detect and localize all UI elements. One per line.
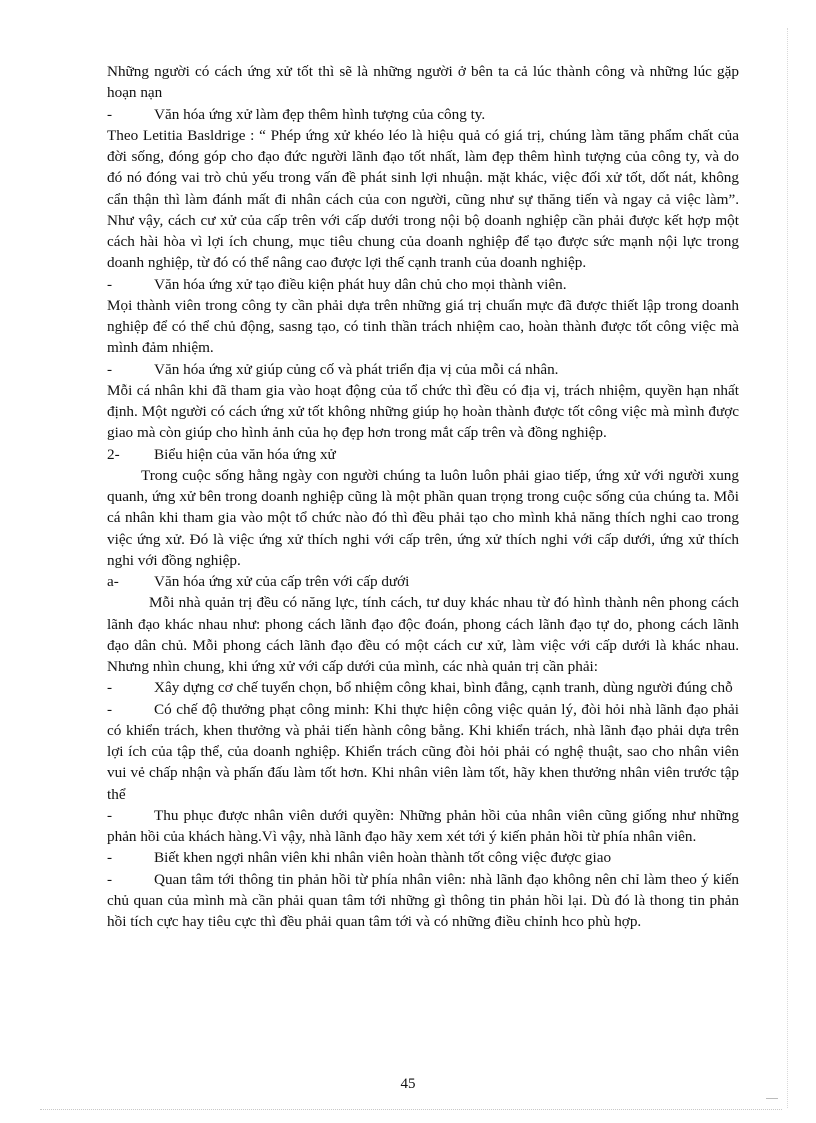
list-marker: -: [107, 275, 113, 293]
list-marker: -: [107, 700, 113, 718]
paragraph: Mỗi cá nhân khi đã tham gia vào hoạt động của tổ chức thì đều có địa vị, trách nhiệm, quyền hạn nhất định. Một người có cách ứng xử tốt không những giúp họ hoàn thành được tốt công việc mà mình được giao mà còn giúp cho hình ảnh của họ đẹp hơn trong mắt cấp trên và đồng nghiệp.: [107, 381, 739, 442]
paragraph: Trong cuộc sống hằng ngày con người chúng ta luôn luôn phải giao tiếp, ứng xử với người xung quanh, ứng xử bên trong doanh nghiệp cũng là một phần quan trọng trong cuộc sống của chúng ta. Mỗi cá nhân khi tham gia vào một tổ chức nào đó thì đều phải tạo cho mình khả năng thích nghi cao trong việc ứng xử. Đó là việc ứng xử thích nghi với cấp trên, ứng xử thích nghi với cấp dưới, ứng xử thích nghi với đồng nghiệp.: [107, 466, 739, 569]
list-marker: -: [107, 105, 113, 123]
list-item: [107, 274, 739, 295]
list-item: [107, 104, 739, 125]
section-heading: [107, 444, 739, 465]
list-item-text: Văn hóa ứng xử giúp củng cố và phát triển địa vị của mỗi cá nhân.: [154, 360, 559, 378]
list-item-text: Biết khen ngợi nhân viên khi nhân viên hoàn thành tốt công việc được giao: [154, 849, 612, 867]
list-item-text: Văn hóa ứng xử làm đẹp thêm hình tượng của công ty.: [154, 105, 486, 123]
page-number: 45: [400, 1076, 416, 1092]
paragraph: Theo Letitia Basldrige : “ Phép ứng xử khéo léo là hiệu quả có giá trị, chúng làm tăng phẩm chất của đời sống, đóng góp cho đạo đức người lãnh đạo tốt nhất, làm đẹp thêm hình tượng của công ty, và do đó nó đóng vai trò chủ yếu trong vấn đề phát sinh lợi nhuận. mặt khác, việc đối xử tốt, dốt nát, không cẩn thận thì làm đánh mất đi nhân cách của con người, cũng như sự thăng tiến và ngay cả việc làm”. Như vậy, cách cư xử của cấp trên với cấp dưới trong nội bộ doanh nghiệp cần phải được kết hợp một cách hài hòa vì lợi ích chung, mục tiêu chung của doanh nghiệp để tạo được sức mạnh nội lực trong doanh nghiệp, từ đó có thể nâng cao được lợi thế cạnh tranh của doanh nghiệp.: [107, 126, 739, 272]
list-item: [107, 677, 739, 698]
list-item-text: Quan tâm tới thông tin phản hồi từ phía nhân viên: nhà lãnh đạo không nên chỉ làm theo ý kiến chủ quan của mình mà cần phải quan tâm tới những gì thông tin phản hồi lại. Dù đó là thong tin phản hồi tích cực hay tiêu cực thì đều phải quan tâm tới và có những điều chỉnh hco phù hợp.: [107, 870, 739, 930]
document-body: [107, 61, 739, 932]
list-item: [107, 359, 739, 380]
paragraph: Những người có cách ứng xử tốt thì sẽ là những người ở bên ta cả lúc thành công và những lúc gặp hoạn nạn: [107, 63, 739, 102]
paragraph: Mỗi nhà quản trị đều có năng lực, tính cách, tư duy khác nhau từ đó hình thành nên phong cách lãnh đạo khác nhau như: phong cách lãnh đạo độc đoán, phong cách lãnh đạo tự do, phong cách lãnh đạo dân chủ. Mỗi phong cách lãnh đạo đều có một cách cư xử, làm việc với cấp dưới là khác nhau. Nhưng nhìn chung, khi ứng xử với cấp dưới của mình, các nhà quản trị cần phải:: [107, 594, 739, 675]
list-item-text: Thu phục được nhân viên dưới quyền: Những phản hồi của nhân viên cũng giống như những phản hồi của khách hàng.Vì vậy, nhà lãnh đạo hãy xem xét tới ý kiến phản hồi từ phía nhân viên.: [107, 806, 739, 845]
page-border-bottom: [40, 1109, 782, 1110]
list-item: [107, 847, 739, 868]
paragraph: Mọi thành viên trong công ty cần phải dựa trên những giá trị chuẩn mực đã được thiết lập trong doanh nghiệp để có thể chủ động, sasng tạo, có tinh thần trách nhiệm cao, hoàn thành được tốt công việc mà mình đảm nhiệm.: [107, 296, 739, 357]
subsection-heading: [107, 571, 739, 592]
list-item: [107, 869, 739, 933]
list-item-text: Văn hóa ứng xử tạo điều kiện phát huy dân chủ cho mọi thành viên.: [154, 275, 567, 293]
subsection-heading-text: Văn hóa ứng xử của cấp trên với cấp dưới: [154, 573, 410, 590]
list-marker: -: [107, 806, 113, 824]
list-item-text: Có chế độ thưởng phạt công minh: Khi thực hiện công việc quản lý, đòi hỏi nhà lãnh đạo phải có khiển trách, khen thưởng và phải tiến hành công bằng. Khi khiển trách, nhà lãnh đạo phải dựa trên lợi ích của tập thể, của doanh nghiệp. Khiển trách cũng đòi hỏi phải có nghệ thuật, sao cho nhân viên vui vẻ chấp nhận và phấn đấu làm tốt hơn. Khi nhân viên làm tốt, hãy khen thưởng nhân viên trước tập thể: [107, 700, 739, 803]
list-item: [107, 699, 739, 805]
list-item-text: Xây dựng cơ chế tuyển chọn, bổ nhiệm công khai, bình đẳng, cạnh tranh, dùng người đúng chỗ: [154, 679, 733, 697]
page-corner-mark: [766, 1098, 778, 1099]
list-marker: -: [107, 360, 113, 378]
section-heading-text: Biểu hiện của văn hóa ứng xử: [154, 445, 336, 463]
subsection-letter: a-: [107, 573, 119, 590]
list-item: [107, 805, 739, 848]
list-marker: -: [107, 679, 113, 697]
section-number: 2-: [107, 445, 120, 463]
page-border-right: [787, 28, 788, 1108]
list-marker: -: [107, 870, 113, 888]
list-marker: -: [107, 849, 113, 867]
